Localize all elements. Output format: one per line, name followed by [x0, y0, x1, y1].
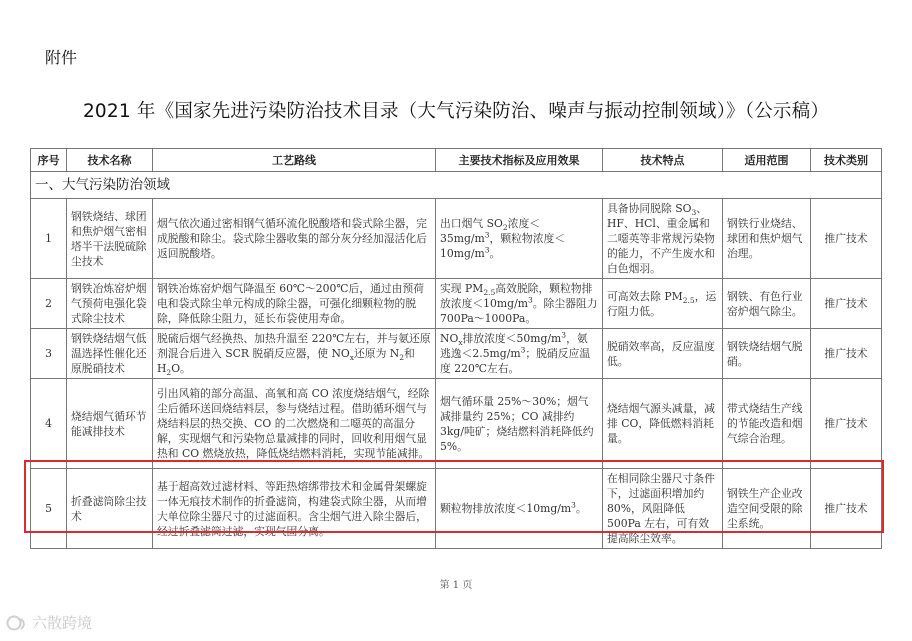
table-row — [31, 329, 882, 379]
category: 推广技术 — [811, 279, 882, 329]
watermark-text: 六散跨境 — [32, 614, 93, 632]
indicators: 颗粒物排放浓度$<10mg/m^3$。 — [436, 469, 603, 549]
scope: 带式烧结生产线的节能改造和烟气综合治理。 — [723, 379, 811, 469]
features: 具备协同脱除 $SO_3$、HF、HCl、重金属和二噁英等非常规污染物的能力，不产生废水和白色烟羽。 — [603, 199, 723, 279]
row-number: 1 — [31, 199, 67, 279]
document-title: 2021 年《国家先进污染防治技术目录（大气污染防治、噪声与振动控制领域）》（公示稿） — [82, 101, 830, 122]
table-row — [31, 199, 882, 279]
process-route: 烟气依次通过密相钢气循环流化脱酸塔和袋式除尘器，完成脱酸和除尘。袋式除尘器收集的部分灰分经加湿活化后返回脱酸塔。 — [153, 199, 436, 279]
category: 推广技术 — [811, 329, 882, 379]
technology-name: 烧结烟气循环节能减排技术 — [67, 379, 153, 469]
section-title: 一、大气污染防治领域 — [31, 172, 882, 199]
scope: 钢铁烧结烟气脱硝。 — [723, 329, 811, 379]
category: 推广技术 — [811, 379, 882, 469]
features: 烧结烟气源头减量，减排 CO，降低燃料消耗量。 — [603, 379, 723, 469]
category: 推广技术 — [811, 469, 882, 549]
technology-name: 钢铁烧结烟气低温选择性催化还原脱硝技术 — [67, 329, 153, 379]
header-process: 工艺路线 — [153, 149, 436, 172]
scope: 钢铁、有色行业窑炉烟气除尘。 — [723, 279, 811, 329]
technology-name: 折叠滤筒除尘技术 — [67, 469, 153, 549]
table-header-row — [31, 149, 882, 172]
features: 在相同除尘器尺寸条件下，过滤面积增加约 80%，风阻降低 500Pa 左右，可有效提高除尘效率。 — [603, 469, 723, 549]
scope: 钢铁行业烧结、球团和焦炉烟气治理。 — [723, 199, 811, 279]
watermark — [6, 612, 92, 633]
indicators: $NO_x$排放浓度$<50mg/m^3$，氨逃逸$<2.5mg/m^3$；脱硝反应温度 220℃左右。 — [436, 329, 603, 379]
technology-catalog-table — [30, 148, 882, 549]
annex-label: 附件 — [45, 48, 78, 67]
row-number: 3 — [31, 329, 67, 379]
features: 脱硝效率高，反应温度低。 — [603, 329, 723, 379]
section-row — [31, 172, 882, 199]
table-row — [31, 379, 882, 469]
indicators: 烟气循环量 25%～30%；烟气减排量约 25%；CO 减排约 3kg/吨矿；烧结燃料消耗降低约 5%。 — [436, 379, 603, 469]
watermark-logo-icon — [6, 613, 28, 633]
scope: 钢铁生产企业改造空间受限的除尘系统。 — [723, 469, 811, 549]
technology-name: 钢铁烧结、球团和焦炉烟气密相塔半干法脱硫除尘技术 — [67, 199, 153, 279]
header-category: 技术类别 — [811, 149, 882, 172]
process-route: 引出风箱的部分高温、高氧和高 CO 浓度烧结烟气，经除尘后循环送回烧结料层，参与烧结过程。借助循环烟气与烧结料层的热交换、CO 的二次燃烧和二噁英的高温分解，实现烟气和污染物总量减排的同时，回收利用烟气显热和 CO 燃烧放热，降低烧结燃料消耗，实现节能减排。 — [153, 379, 436, 469]
header-features: 技术特点 — [603, 149, 723, 172]
row-number: 5 — [31, 469, 67, 549]
table-row — [31, 279, 882, 329]
process-route: 脱硫后烟气经换热、加热升温至 220℃左右，并与氨还原剂混合后进入 SCR 脱硝反应器，使 $NO_x$还原为 $N_2$和 $H_2O$。 — [153, 329, 436, 379]
row-number: 4 — [31, 379, 67, 469]
header-no: 序号 — [31, 149, 67, 172]
technology-name: 钢铁冶炼窑炉烟气预荷电强化袋式除尘技术 — [67, 279, 153, 329]
indicators: 出口烟气 $SO_2$浓度$<35mg/m^3$，颗粒物浓度$<10mg/m^3$。 — [436, 199, 603, 279]
row-number: 2 — [31, 279, 67, 329]
header-indicators: 主要技术指标及应用效果 — [436, 149, 603, 172]
table-row — [31, 469, 882, 549]
header-scope: 适用范围 — [723, 149, 811, 172]
category: 推广技术 — [811, 199, 882, 279]
page-number: 第 1 页 — [439, 580, 473, 591]
indicators: 实现 $PM_{2.5}$高效脱除，颗粒物排放浓度$<10mg/m^3$。除尘器阻力700Pa～1000Pa。 — [436, 279, 603, 329]
process-route: 钢铁冶炼窑炉烟气降温至 60℃～200℃后，通过由预荷电和袋式除尘单元构成的除尘器，可强化细颗粒物的脱除，降低除尘阻力，延长布袋使用寿命。 — [153, 279, 436, 329]
process-route: 基于超高效过滤材料、等距热熔绑带技术和金属骨架螺旋一体无痕技术制作的折叠滤筒，构建袋式除尘器，从而增大单位除尘器尺寸的过滤面积。含尘烟气进入除尘器后，经过折叠滤筒过滤，实现气固分离。 — [153, 469, 436, 549]
header-name: 技术名称 — [67, 149, 153, 172]
features: 可高效去除 $PM_{2.5}$，运行阻力低。 — [603, 279, 723, 329]
